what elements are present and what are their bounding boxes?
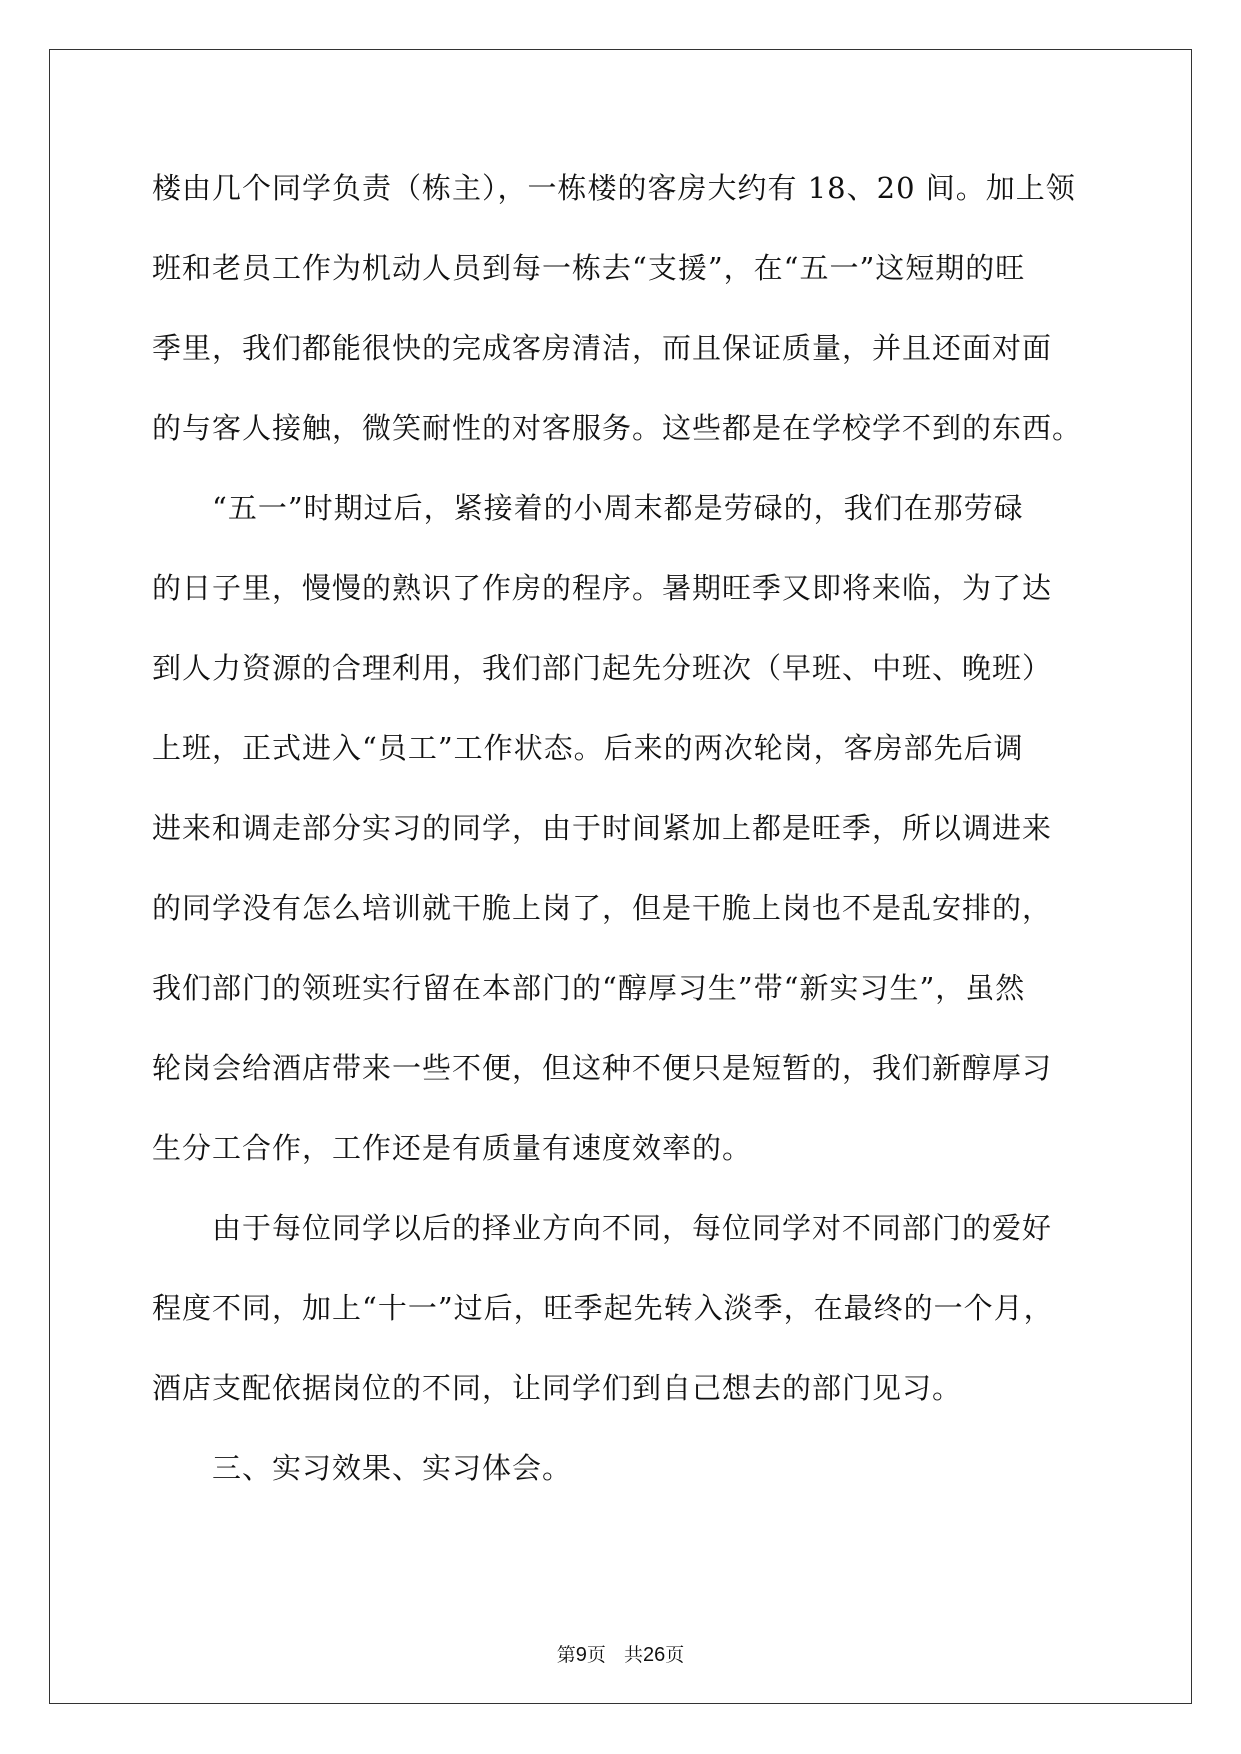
text-line: 到人力资源的合理利用，我们部门起先分班次（早班、中班、晚班） bbox=[152, 651, 1053, 685]
text-line: 班和老员工作为机动人员到每一栋去“支援”，在“五一”这短期的旺 bbox=[152, 251, 1026, 285]
footer-prefix: 第 bbox=[556, 1644, 576, 1666]
page-footer bbox=[0, 1640, 1241, 1667]
page-number: 9 bbox=[575, 1644, 587, 1666]
text-line: 我们部门的领班实行留在本部门的“醇厚习生”带“新实习生”，虽然 bbox=[152, 971, 1026, 1005]
footer-total-prefix: 共 bbox=[624, 1644, 644, 1666]
footer-total-suffix: 页 bbox=[665, 1644, 685, 1666]
text-line: 楼由几个同学负责（栋主），一栋楼的客房大约有 18、20 间。加上领 bbox=[152, 171, 1076, 205]
total-pages: 26 bbox=[643, 1644, 666, 1666]
text-line: 三、实习效果、实习体会。 bbox=[152, 1451, 573, 1485]
footer-page-suffix: 页 bbox=[586, 1644, 606, 1666]
text-line: 上班，正式进入“员工”工作状态。后来的两次轮岗，客房部先后调 bbox=[152, 731, 1024, 765]
text-line: 由于每位同学以后的择业方向不同，每位同学对不同部门的爱好 bbox=[152, 1211, 1053, 1245]
text-line: 轮岗会给酒店带来一些不便，但这种不便只是短暂的，我们新醇厚习 bbox=[152, 1051, 1053, 1085]
text-line: 的同学没有怎么培训就干脆上岗了，但是干脆上岗也不是乱安排的， bbox=[152, 891, 1053, 925]
text-line: “五一”时期过后，紧接着的小周末都是劳碌的，我们在那劳碌 bbox=[152, 491, 1024, 525]
text-line: 季里，我们都能很快的完成客房清洁，而且保证质量，并且还面对面 bbox=[152, 331, 1053, 365]
text-line: 酒店支配依据岗位的不同，让同学们到自己想去的部门见习。 bbox=[152, 1371, 963, 1405]
text-line: 程度不同，加上“十一”过后，旺季起先转入淡季，在最终的一个月， bbox=[152, 1291, 1054, 1325]
text-line: 的与客人接触，微笑耐性的对客服务。这些都是在学校学不到的东西。 bbox=[152, 411, 1083, 445]
text-line: 生分工合作，工作还是有质量有速度效率的。 bbox=[152, 1131, 753, 1165]
text-line: 的日子里，慢慢的熟识了作房的程序。暑期旺季又即将来临，为了达 bbox=[152, 571, 1053, 605]
text-line: 进来和调走部分实习的同学，由于时间紧加上都是旺季，所以调进来 bbox=[152, 811, 1053, 845]
